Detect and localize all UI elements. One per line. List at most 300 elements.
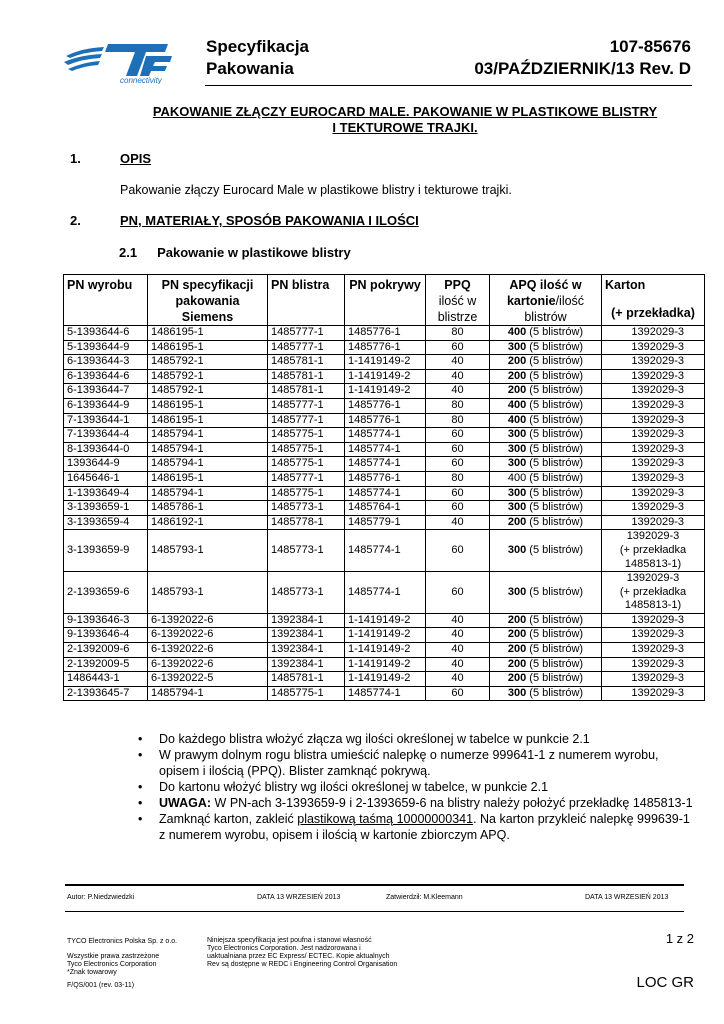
cell-pn-wyrobu: 6-1393644-9 bbox=[64, 398, 148, 413]
instruction-list bbox=[138, 731, 698, 843]
cell-karton bbox=[602, 486, 705, 501]
document-title bbox=[110, 104, 700, 136]
cell-karton-line: 1392029-3 bbox=[631, 457, 684, 470]
cell-pn-blistra: 1485773-1 bbox=[268, 501, 345, 516]
cell-apq-value: 300 bbox=[507, 457, 527, 470]
document-title-line1: PAKOWANIE ZŁĄCZY EUROCARD MALE. PAKOWANIE W PLASTIKOWE BLISTRY bbox=[152, 104, 658, 119]
header-rule bbox=[205, 85, 692, 86]
cell-pn-pokrywy: 1485764-1 bbox=[345, 501, 426, 516]
cell-pn-blistra: 1392384-1 bbox=[268, 628, 345, 643]
table-row bbox=[64, 530, 705, 572]
cell-pn-blistra: 1392384-1 bbox=[268, 613, 345, 628]
cell-karton bbox=[602, 686, 705, 701]
cell-ppq: 40 bbox=[426, 657, 490, 672]
footer-rights-1: Wszystkie prawa zastrzeżone bbox=[67, 953, 160, 960]
cell-karton-line: 1485813-1) bbox=[624, 557, 682, 570]
cell-karton-line: (+ przekładka bbox=[619, 585, 687, 598]
cell-ppq: 40 bbox=[426, 355, 490, 370]
header-karton bbox=[602, 275, 705, 326]
cell-karton-line: 1392029-3 bbox=[631, 384, 684, 397]
cell-karton-line: 1392029-3 bbox=[631, 355, 684, 368]
instruction-item bbox=[138, 731, 698, 747]
cell-apq-value: 400 bbox=[507, 398, 527, 411]
cell-pn-blistra: 1392384-1 bbox=[268, 643, 345, 658]
cell-apq bbox=[490, 413, 602, 428]
cell-apq-unit: (5 blistrów) bbox=[526, 457, 584, 470]
cell-pn-pokrywy: 1-1419149-2 bbox=[345, 369, 426, 384]
cell-apq bbox=[490, 340, 602, 355]
cell-pn-spec: 1486195-1 bbox=[148, 398, 268, 413]
header-ppq-bold: PPQ bbox=[444, 278, 471, 292]
table-row bbox=[64, 428, 705, 443]
instruction-text-1: Do każdego blistra włożyć złącza wg ilości określonej w tabelce w punkcie 2.1 bbox=[159, 732, 590, 746]
cell-pn-wyrobu: 9-1393646-4 bbox=[64, 628, 148, 643]
section-2-number: 2. bbox=[70, 213, 81, 228]
cell-apq-value: 200 bbox=[507, 628, 527, 641]
cell-pn-spec: 1485794-1 bbox=[148, 486, 268, 501]
header-pn-wyrobu: PN wyrobu bbox=[64, 275, 148, 326]
cell-pn-wyrobu: 2-1393645-7 bbox=[64, 686, 148, 701]
cell-apq-unit: (5 blistrów) bbox=[526, 471, 584, 484]
table-row bbox=[64, 613, 705, 628]
header-pn-blistra: PN blistra bbox=[268, 275, 345, 326]
cell-karton-line: 1392029-3 bbox=[631, 628, 684, 641]
cell-apq-value: 200 bbox=[507, 369, 527, 382]
cell-ppq: 60 bbox=[426, 501, 490, 516]
cell-ppq: 40 bbox=[426, 672, 490, 687]
cell-apq bbox=[490, 672, 602, 687]
cell-apq-unit: (5 blistrów) bbox=[526, 515, 584, 528]
bullet-icon: • bbox=[138, 796, 143, 810]
table-row bbox=[64, 501, 705, 516]
cell-pn-blistra: 1485777-1 bbox=[268, 326, 345, 341]
cell-karton bbox=[602, 530, 705, 572]
cell-pn-blistra: 1485781-1 bbox=[268, 369, 345, 384]
cell-ppq: 40 bbox=[426, 628, 490, 643]
cell-karton bbox=[602, 457, 705, 472]
cell-karton bbox=[602, 672, 705, 687]
cell-apq bbox=[490, 398, 602, 413]
instruction-text-5b: . Na karton przykleić nalepkę 999639-1 z numerem wyrobu, opisem i ilością w kartonie zbiorczym APQ. bbox=[159, 812, 690, 842]
header-karton-sub: (+ przekładka) bbox=[611, 306, 695, 320]
logo-sub-text: connectivity bbox=[120, 76, 162, 84]
cell-pn-spec: 1486192-1 bbox=[148, 515, 268, 530]
cell-karton bbox=[602, 572, 705, 614]
bullet-icon: • bbox=[138, 732, 143, 746]
subsection-2-1-heading bbox=[119, 245, 351, 260]
section-1-heading bbox=[70, 151, 370, 167]
cell-apq-unit: (5 blistrów) bbox=[526, 413, 584, 426]
packaging-table bbox=[63, 274, 705, 701]
header-karton-label: Karton bbox=[605, 278, 646, 292]
bullet-icon: • bbox=[138, 748, 143, 762]
instruction-tape-ref: plastikową taśmą 10000000341 bbox=[297, 812, 474, 826]
cell-pn-blistra: 1485775-1 bbox=[268, 428, 345, 443]
spec-title-line2: Pakowania bbox=[206, 59, 294, 78]
cell-pn-spec: 1486195-1 bbox=[148, 413, 268, 428]
cell-apq-value: 200 bbox=[507, 384, 527, 397]
bullet-icon: • bbox=[138, 812, 143, 826]
cell-ppq: 60 bbox=[426, 340, 490, 355]
footer-author: Autor: P.Niedzwiedzki bbox=[67, 894, 135, 901]
cell-pn-wyrobu: 2-1393659-6 bbox=[64, 572, 148, 614]
cell-karton-line: 1392029-3 bbox=[631, 442, 684, 455]
cell-apq bbox=[490, 486, 602, 501]
cell-pn-pokrywy: 1485774-1 bbox=[345, 486, 426, 501]
cell-pn-blistra: 1485777-1 bbox=[268, 398, 345, 413]
cell-pn-spec: 1486195-1 bbox=[148, 326, 268, 341]
cell-karton bbox=[602, 384, 705, 399]
cell-pn-wyrobu: 3-1393659-4 bbox=[64, 515, 148, 530]
cell-karton-line: 1392029-3 bbox=[631, 672, 684, 685]
cell-apq-unit: (5 blistrów) bbox=[526, 428, 584, 441]
cell-ppq: 80 bbox=[426, 413, 490, 428]
table-row bbox=[64, 515, 705, 530]
cell-apq bbox=[490, 530, 602, 572]
footer-rule-top bbox=[65, 884, 684, 886]
cell-ppq: 40 bbox=[426, 643, 490, 658]
cell-pn-pokrywy: 1-1419149-2 bbox=[345, 628, 426, 643]
cell-karton-line: 1392029-3 bbox=[631, 486, 684, 499]
cell-apq-value: 300 bbox=[507, 585, 527, 598]
cell-apq-value: 200 bbox=[507, 657, 527, 670]
cell-apq bbox=[490, 643, 602, 658]
table-row bbox=[64, 643, 705, 658]
cell-pn-wyrobu: 6-1393644-7 bbox=[64, 384, 148, 399]
cell-pn-spec: 6-1392022-5 bbox=[148, 672, 268, 687]
cell-pn-wyrobu: 8-1393644-0 bbox=[64, 442, 148, 457]
cell-apq-value: 300 bbox=[507, 428, 527, 441]
table-row bbox=[64, 486, 705, 501]
cell-karton-line: 1392029-3 bbox=[631, 428, 684, 441]
cell-pn-wyrobu: 5-1393644-9 bbox=[64, 340, 148, 355]
cell-pn-pokrywy: 1485776-1 bbox=[345, 471, 426, 486]
cell-pn-blistra: 1485775-1 bbox=[268, 442, 345, 457]
cell-karton-line: 1392029-3 bbox=[631, 398, 684, 411]
cell-pn-spec: 1486195-1 bbox=[148, 471, 268, 486]
cell-apq-unit: (5 blistrów) bbox=[526, 672, 584, 685]
cell-pn-pokrywy: 1-1419149-2 bbox=[345, 613, 426, 628]
table-row bbox=[64, 672, 705, 687]
cell-ppq: 60 bbox=[426, 442, 490, 457]
cell-apq-unit: (5 blistrów) bbox=[526, 585, 584, 598]
cell-apq bbox=[490, 515, 602, 530]
cell-pn-spec: 1485792-1 bbox=[148, 384, 268, 399]
cell-pn-pokrywy: 1-1419149-2 bbox=[345, 643, 426, 658]
cell-apq-value: 300 bbox=[507, 486, 527, 499]
cell-pn-pokrywy: 1485779-1 bbox=[345, 515, 426, 530]
footer-company: TYCO Electronics Polska Sp. z o.o. bbox=[67, 938, 178, 945]
cell-pn-blistra: 1485777-1 bbox=[268, 413, 345, 428]
cell-apq bbox=[490, 428, 602, 443]
cell-apq-unit: (5 blistrów) bbox=[526, 442, 584, 455]
cell-apq-value: 200 bbox=[507, 355, 527, 368]
cell-karton-line: 1392029-3 bbox=[631, 613, 684, 626]
cell-apq-unit: (5 blistrów) bbox=[526, 686, 584, 699]
cell-apq-value: 200 bbox=[507, 672, 527, 685]
cell-pn-pokrywy: 1485774-1 bbox=[345, 686, 426, 701]
header-ppq bbox=[426, 275, 490, 326]
cell-apq-value: 400 bbox=[507, 326, 527, 338]
cell-pn-spec: 6-1392022-6 bbox=[148, 613, 268, 628]
cell-pn-wyrobu: 6-1393644-3 bbox=[64, 355, 148, 370]
instruction-item bbox=[138, 795, 698, 811]
instruction-item bbox=[138, 779, 698, 795]
cell-pn-pokrywy: 1485774-1 bbox=[345, 457, 426, 472]
cell-pn-wyrobu: 1645646-1 bbox=[64, 471, 148, 486]
cell-pn-wyrobu: 7-1393644-4 bbox=[64, 428, 148, 443]
section-1-label: OPIS bbox=[120, 151, 152, 166]
cell-pn-wyrobu: 1486443-1 bbox=[64, 672, 148, 687]
cell-apq-unit: (5 blistrów) bbox=[526, 369, 584, 382]
header-pn-pokrywy: PN pokrywy bbox=[345, 275, 426, 326]
cell-apq bbox=[490, 686, 602, 701]
cell-karton-line: 1392029-3 bbox=[631, 369, 684, 382]
cell-apq bbox=[490, 355, 602, 370]
cell-pn-wyrobu: 3-1393659-9 bbox=[64, 530, 148, 572]
cell-apq bbox=[490, 471, 602, 486]
cell-pn-blistra: 1485775-1 bbox=[268, 457, 345, 472]
cell-karton-line: 1392029-3 bbox=[631, 413, 684, 426]
cell-karton bbox=[602, 355, 705, 370]
cell-ppq: 60 bbox=[426, 530, 490, 572]
cell-pn-spec: 6-1392022-6 bbox=[148, 657, 268, 672]
table-row bbox=[64, 326, 705, 341]
cell-apq-unit: (5 blistrów) bbox=[526, 398, 584, 411]
cell-karton bbox=[602, 515, 705, 530]
table-row bbox=[64, 442, 705, 457]
cell-apq bbox=[490, 657, 602, 672]
cell-pn-spec: 1485793-1 bbox=[148, 572, 268, 614]
cell-apq-value: 400 bbox=[507, 471, 527, 484]
cell-pn-wyrobu: 1-1393649-4 bbox=[64, 486, 148, 501]
cell-pn-blistra: 1485781-1 bbox=[268, 355, 345, 370]
cell-karton bbox=[602, 398, 705, 413]
cell-karton bbox=[602, 413, 705, 428]
cell-ppq: 60 bbox=[426, 428, 490, 443]
cell-pn-wyrobu: 9-1393646-3 bbox=[64, 613, 148, 628]
footer-rights-2: Tyco Electronics Corporation bbox=[67, 961, 157, 968]
cell-karton bbox=[602, 369, 705, 384]
section-2-heading bbox=[70, 213, 570, 229]
cell-ppq: 40 bbox=[426, 369, 490, 384]
cell-apq bbox=[490, 442, 602, 457]
cell-karton-line: 1485813-1) bbox=[624, 599, 682, 612]
cell-pn-blistra: 1392384-1 bbox=[268, 657, 345, 672]
cell-apq bbox=[490, 501, 602, 516]
cell-pn-spec: 6-1392022-6 bbox=[148, 643, 268, 658]
cell-ppq: 40 bbox=[426, 384, 490, 399]
spec-title bbox=[206, 36, 309, 80]
cell-pn-pokrywy: 1485774-1 bbox=[345, 530, 426, 572]
cell-karton bbox=[602, 613, 705, 628]
cell-apq bbox=[490, 369, 602, 384]
cell-pn-spec: 1485794-1 bbox=[148, 442, 268, 457]
cell-pn-pokrywy: 1-1419149-2 bbox=[345, 384, 426, 399]
cell-pn-pokrywy: 1485776-1 bbox=[345, 340, 426, 355]
cell-pn-blistra: 1485781-1 bbox=[268, 672, 345, 687]
cell-apq bbox=[490, 384, 602, 399]
cell-pn-wyrobu: 2-1392009-5 bbox=[64, 657, 148, 672]
cell-apq-unit: (5 blistrów) bbox=[526, 326, 584, 338]
footer-date-1: DATA 13 WRZESIEŃ 2013 bbox=[257, 894, 341, 901]
cell-pn-blistra: 1485781-1 bbox=[268, 384, 345, 399]
table-row bbox=[64, 398, 705, 413]
table-row bbox=[64, 686, 705, 701]
cell-apq-value: 300 bbox=[507, 686, 527, 699]
instruction-item bbox=[138, 747, 698, 779]
cell-pn-pokrywy: 1485774-1 bbox=[345, 442, 426, 457]
cell-pn-wyrobu: 3-1393659-1 bbox=[64, 501, 148, 516]
cell-pn-spec: 1485786-1 bbox=[148, 501, 268, 516]
header-apq bbox=[490, 275, 602, 326]
cell-apq bbox=[490, 613, 602, 628]
cell-pn-blistra: 1485777-1 bbox=[268, 340, 345, 355]
cell-pn-spec: 1486195-1 bbox=[148, 340, 268, 355]
footer-rights-3: *Znak towarowy bbox=[67, 969, 117, 976]
cell-ppq: 60 bbox=[426, 686, 490, 701]
instruction-text-2: W prawym dolnym rogu blistra umieścić nalepkę o numerze 999641-1 z numerem wyrobu, opisem i ilością (PPQ). Blister zamknąć pokrywą. bbox=[159, 748, 659, 778]
cell-apq-unit: (5 blistrów) bbox=[526, 486, 584, 499]
cell-pn-pokrywy: 1485774-1 bbox=[345, 572, 426, 614]
subsection-number: 2.1 bbox=[119, 245, 138, 260]
cell-ppq: 60 bbox=[426, 572, 490, 614]
cell-apq-unit: (5 blistrów) bbox=[526, 643, 584, 656]
table-row bbox=[64, 413, 705, 428]
cell-karton-line: 1392029-3 bbox=[631, 471, 684, 484]
cell-ppq: 40 bbox=[426, 613, 490, 628]
cell-karton bbox=[602, 501, 705, 516]
cell-apq-unit: (5 blistrów) bbox=[526, 613, 584, 626]
cell-karton-line: 1392029-3 bbox=[631, 340, 684, 353]
header-pn-spec: PN specyfikacji pakowania Siemens bbox=[148, 275, 268, 326]
cell-pn-spec: 1485792-1 bbox=[148, 355, 268, 370]
cell-karton bbox=[602, 643, 705, 658]
cell-karton-line: 1392029-3 bbox=[631, 643, 684, 656]
cell-karton-line: 1392029-3 bbox=[631, 501, 684, 514]
table-row bbox=[64, 572, 705, 614]
cell-karton-line: (+ przekładka bbox=[619, 543, 687, 556]
page-number: 1 z 2 bbox=[665, 931, 694, 946]
section-1-text: Pakowanie złączy Eurocard Male w plastikowe blistry i tekturowe trajki. bbox=[120, 183, 512, 197]
table-row bbox=[64, 657, 705, 672]
cell-apq-value: 300 bbox=[507, 340, 527, 353]
section-2-label: PN, MATERIAŁY, SPOSÓB PAKOWANIA I ILOŚCI bbox=[120, 213, 419, 228]
table-row bbox=[64, 384, 705, 399]
instruction-text-5a: Zamknąć karton, zakleić bbox=[159, 812, 298, 826]
cell-karton bbox=[602, 326, 705, 341]
footer-conf-4: Rev są dostępne w REDC i Engineering Control Organisation bbox=[207, 961, 398, 968]
header-apq-rest: /ilość blistrów bbox=[524, 294, 585, 324]
cell-pn-spec: 1485794-1 bbox=[148, 428, 268, 443]
cell-pn-spec: 1485794-1 bbox=[148, 686, 268, 701]
doc-date-rev: 03/PAŹDZIERNIK/13 Rev. D bbox=[474, 59, 691, 78]
cell-karton bbox=[602, 428, 705, 443]
header-apq-bold: APQ ilość w kartonie bbox=[506, 278, 582, 308]
cell-pn-spec: 1485792-1 bbox=[148, 369, 268, 384]
document-title-line2: I TEKTUROWE TRAJKI. bbox=[332, 120, 478, 135]
cell-pn-wyrobu: 7-1393644-1 bbox=[64, 413, 148, 428]
cell-apq-value: 300 bbox=[507, 442, 527, 455]
table-row bbox=[64, 369, 705, 384]
cell-apq-value: 300 bbox=[507, 501, 527, 514]
instruction-text-3: Do kartonu włożyć blistry wg ilości określonej w tabelce, w punkcie 2.1 bbox=[159, 780, 549, 794]
cell-ppq: 40 bbox=[426, 515, 490, 530]
cell-pn-blistra: 1485775-1 bbox=[268, 686, 345, 701]
cell-karton-line: 1392029-3 bbox=[626, 530, 680, 543]
cell-apq bbox=[490, 572, 602, 614]
cell-apq bbox=[490, 628, 602, 643]
cell-apq-value: 200 bbox=[507, 643, 527, 656]
bullet-icon: • bbox=[138, 780, 143, 794]
cell-pn-wyrobu: 1393644-9 bbox=[64, 457, 148, 472]
cell-ppq: 60 bbox=[426, 457, 490, 472]
table-row bbox=[64, 471, 705, 486]
table-row bbox=[64, 628, 705, 643]
footer-approved: Zatwierdził: M.Kleemann bbox=[386, 894, 463, 901]
footer-rule-mid bbox=[65, 911, 684, 912]
table-row bbox=[64, 340, 705, 355]
footer-conf-3: uaktualniana przez EC Express/ ECTEC. Kopie aktualnych bbox=[207, 953, 390, 960]
header-ppq-rest: ilość w blistrze bbox=[437, 294, 478, 324]
footer-date-2: DATA 13 WRZESIEŃ 2013 bbox=[585, 894, 669, 901]
cell-pn-spec: 6-1392022-6 bbox=[148, 628, 268, 643]
section-1-number: 1. bbox=[70, 151, 81, 166]
cell-pn-wyrobu: 5-1393644-6 bbox=[64, 326, 148, 341]
cell-karton bbox=[602, 471, 705, 486]
cell-pn-blistra: 1485773-1 bbox=[268, 572, 345, 614]
cell-apq-unit: (5 blistrów) bbox=[526, 543, 584, 556]
cell-pn-pokrywy: 1485776-1 bbox=[345, 398, 426, 413]
cell-apq-unit: (5 blistrów) bbox=[526, 628, 584, 641]
table-row bbox=[64, 355, 705, 370]
cell-pn-spec: 1485794-1 bbox=[148, 457, 268, 472]
cell-apq-value: 200 bbox=[507, 515, 527, 528]
cell-apq-value: 300 bbox=[507, 543, 527, 556]
cell-pn-pokrywy: 1-1419149-2 bbox=[345, 672, 426, 687]
cell-pn-wyrobu: 2-1392009-6 bbox=[64, 643, 148, 658]
cell-ppq: 60 bbox=[426, 486, 490, 501]
cell-apq-unit: (5 blistrów) bbox=[526, 384, 584, 397]
cell-apq-value: 400 bbox=[507, 413, 527, 426]
table-header-row bbox=[64, 275, 705, 326]
cell-ppq: 80 bbox=[426, 398, 490, 413]
loc-code: LOC GR bbox=[636, 974, 694, 991]
cell-apq-unit: (5 blistrów) bbox=[526, 657, 584, 670]
cell-pn-blistra: 1485773-1 bbox=[268, 530, 345, 572]
subsection-label: Pakowanie w plastikowe blistry bbox=[157, 245, 351, 260]
cell-pn-pokrywy: 1-1419149-2 bbox=[345, 355, 426, 370]
doc-number: 107-85676 bbox=[609, 37, 691, 56]
cell-karton bbox=[602, 340, 705, 355]
footer-conf-2: Tyco Electronics Corporation. Jest nadzorowana i bbox=[207, 945, 361, 952]
cell-apq bbox=[490, 326, 602, 341]
cell-pn-pokrywy: 1485776-1 bbox=[345, 413, 426, 428]
footer-conf-1: Niniejsza specyfikacja jest poufna i stanowi własność bbox=[207, 937, 372, 944]
cell-karton bbox=[602, 657, 705, 672]
cell-karton-line: 1392029-3 bbox=[631, 326, 684, 338]
spec-title-line1: Specyfikacja bbox=[206, 37, 310, 56]
doc-id bbox=[474, 36, 691, 80]
cell-pn-blistra: 1485778-1 bbox=[268, 515, 345, 530]
cell-pn-pokrywy: 1485776-1 bbox=[345, 326, 426, 341]
cell-pn-spec: 1485793-1 bbox=[148, 530, 268, 572]
cell-apq-unit: (5 blistrów) bbox=[526, 340, 584, 353]
cell-karton-line: 1392029-3 bbox=[631, 686, 684, 699]
cell-apq bbox=[490, 457, 602, 472]
cell-pn-pokrywy: 1-1419149-2 bbox=[345, 657, 426, 672]
cell-karton-line: 1392029-3 bbox=[626, 572, 680, 585]
